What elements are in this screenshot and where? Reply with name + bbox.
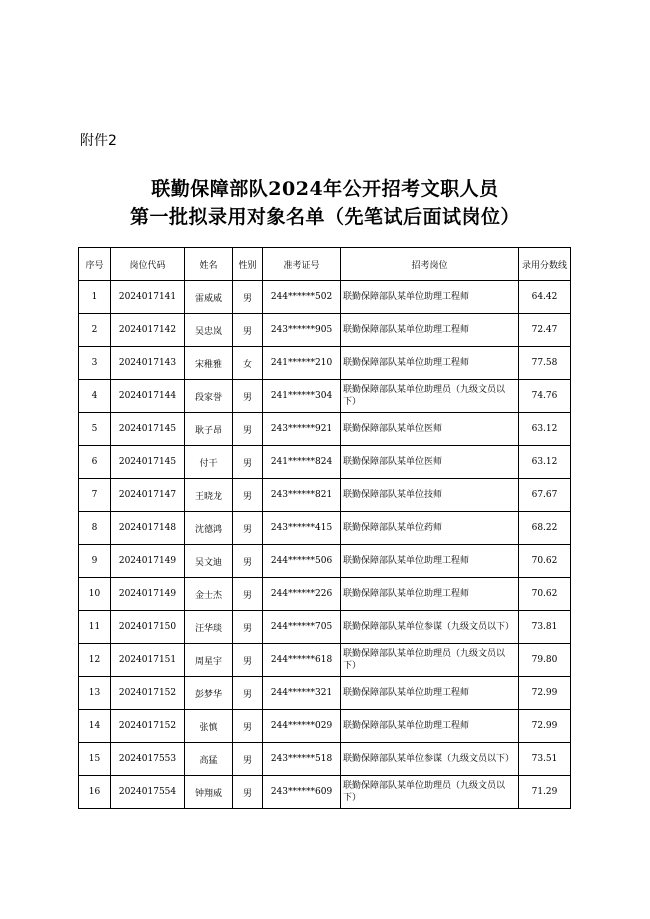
- cell-name: 王晓龙: [185, 479, 233, 512]
- cell-score-line: 67.67: [519, 479, 571, 512]
- cell-post-code: 2024017145: [111, 413, 185, 446]
- cell-exam-number: 241******210: [263, 347, 341, 380]
- cell-gender: 男: [233, 314, 263, 347]
- cell-name: 雷威威: [185, 281, 233, 314]
- table-body: [79, 281, 571, 809]
- table-row: [79, 611, 571, 644]
- table-row: [79, 479, 571, 512]
- cell-index: 5: [79, 413, 111, 446]
- cell-post: 联勤保障部队某单位医师: [341, 413, 519, 446]
- cell-post-code: 2024017148: [111, 512, 185, 545]
- cell-index: 16: [79, 776, 111, 809]
- cell-name: 高猛: [185, 743, 233, 776]
- cell-post: 联勤保障部队某单位助理员（九级文员以下）: [341, 776, 519, 809]
- table-row: [79, 710, 571, 743]
- cell-index: 3: [79, 347, 111, 380]
- cell-name: 宋稚雅: [185, 347, 233, 380]
- cell-index: 10: [79, 578, 111, 611]
- cell-index: 6: [79, 446, 111, 479]
- cell-exam-number: 244******226: [263, 578, 341, 611]
- cell-exam-number: 244******029: [263, 710, 341, 743]
- cell-post-code: 2024017152: [111, 677, 185, 710]
- cell-score-line: 71.29: [519, 776, 571, 809]
- cell-gender: 男: [233, 710, 263, 743]
- table-row: [79, 743, 571, 776]
- header-post-code: 岗位代码: [111, 248, 185, 281]
- cell-exam-number: 243******609: [263, 776, 341, 809]
- cell-score-line: 72.47: [519, 314, 571, 347]
- cell-exam-number: 241******824: [263, 446, 341, 479]
- header-index: 序号: [79, 248, 111, 281]
- cell-name: 耿子昂: [185, 413, 233, 446]
- cell-score-line: 63.12: [519, 446, 571, 479]
- cell-gender: 男: [233, 743, 263, 776]
- cell-post: 联勤保障部队某单位助理工程师: [341, 677, 519, 710]
- cell-exam-number: 244******705: [263, 611, 341, 644]
- cell-score-line: 70.62: [519, 545, 571, 578]
- cell-exam-number: 244******618: [263, 644, 341, 677]
- cell-score-line: 72.99: [519, 677, 571, 710]
- cell-score-line: 64.42: [519, 281, 571, 314]
- cell-score-line: 70.62: [519, 578, 571, 611]
- cell-gender: 女: [233, 347, 263, 380]
- cell-index: 8: [79, 512, 111, 545]
- table-row: [79, 314, 571, 347]
- cell-name: 吴忠岚: [185, 314, 233, 347]
- cell-gender: 男: [233, 677, 263, 710]
- cell-exam-number: 244******321: [263, 677, 341, 710]
- cell-name: 周星宇: [185, 644, 233, 677]
- cell-post-code: 2024017145: [111, 446, 185, 479]
- cell-post: 联勤保障部队某单位参谋（九级文员以下）: [341, 611, 519, 644]
- cell-post: 联勤保障部队某单位药师: [341, 512, 519, 545]
- cell-post-code: 2024017142: [111, 314, 185, 347]
- cell-post: 联勤保障部队某单位助理员（九级文员以下）: [341, 380, 519, 413]
- cell-post-code: 2024017554: [111, 776, 185, 809]
- cell-name: 段家誉: [185, 380, 233, 413]
- cell-post: 联勤保障部队某单位助理工程师: [341, 545, 519, 578]
- cell-name: 彭梦华: [185, 677, 233, 710]
- cell-gender: 男: [233, 545, 263, 578]
- cell-gender: 男: [233, 281, 263, 314]
- cell-name: 吴文迪: [185, 545, 233, 578]
- cell-index: 14: [79, 710, 111, 743]
- cell-name: 钟翔威: [185, 776, 233, 809]
- table-row: [79, 512, 571, 545]
- cell-score-line: 77.58: [519, 347, 571, 380]
- cell-exam-number: 244******502: [263, 281, 341, 314]
- cell-gender: 男: [233, 512, 263, 545]
- table-row: [79, 578, 571, 611]
- cell-post-code: 2024017150: [111, 611, 185, 644]
- cell-score-line: 73.51: [519, 743, 571, 776]
- cell-score-line: 72.99: [519, 710, 571, 743]
- cell-post: 联勤保障部队某单位参谋（九级文员以下）: [341, 743, 519, 776]
- attachment-label: 附件2: [80, 133, 117, 149]
- table-row: [79, 776, 571, 809]
- cell-score-line: 73.81: [519, 611, 571, 644]
- cell-post: 联勤保障部队某单位助理工程师: [341, 314, 519, 347]
- cell-exam-number: 243******905: [263, 314, 341, 347]
- cell-name: 汪华琰: [185, 611, 233, 644]
- cell-score-line: 74.76: [519, 380, 571, 413]
- cell-post-code: 2024017141: [111, 281, 185, 314]
- cell-post-code: 2024017149: [111, 578, 185, 611]
- cell-index: 1: [79, 281, 111, 314]
- cell-score-line: 63.12: [519, 413, 571, 446]
- cell-post-code: 2024017149: [111, 545, 185, 578]
- cell-exam-number: 243******921: [263, 413, 341, 446]
- header-post: 招考岗位: [341, 248, 519, 281]
- cell-exam-number: 241******304: [263, 380, 341, 413]
- cell-post-code: 2024017553: [111, 743, 185, 776]
- cell-post-code: 2024017147: [111, 479, 185, 512]
- header-name: 姓名: [185, 248, 233, 281]
- cell-post-code: 2024017151: [111, 644, 185, 677]
- cell-index: 2: [79, 314, 111, 347]
- cell-name: 金士杰: [185, 578, 233, 611]
- cell-gender: 男: [233, 479, 263, 512]
- cell-post-code: 2024017143: [111, 347, 185, 380]
- cell-index: 13: [79, 677, 111, 710]
- cell-exam-number: 243******821: [263, 479, 341, 512]
- cell-exam-number: 243******415: [263, 512, 341, 545]
- cell-index: 15: [79, 743, 111, 776]
- cell-name: 付干: [185, 446, 233, 479]
- cell-exam-number: 244******506: [263, 545, 341, 578]
- document-title-line-2: 第一批拟录用对象名单（先笔试后面试岗位）: [129, 206, 520, 228]
- table-row: [79, 545, 571, 578]
- cell-score-line: 79.80: [519, 644, 571, 677]
- table-row: [79, 446, 571, 479]
- cell-score-line: 68.22: [519, 512, 571, 545]
- cell-index: 4: [79, 380, 111, 413]
- header-score-line: 录用分数线: [519, 248, 571, 281]
- cell-name: 沈德鸿: [185, 512, 233, 545]
- table-row: [79, 380, 571, 413]
- cell-post: 联勤保障部队某单位助理工程师: [341, 347, 519, 380]
- cell-gender: 男: [233, 644, 263, 677]
- cell-name: 张慎: [185, 710, 233, 743]
- header-exam-number: 准考证号: [263, 248, 341, 281]
- cell-post: 联勤保障部队某单位技师: [341, 479, 519, 512]
- cell-index: 12: [79, 644, 111, 677]
- cell-post: 联勤保障部队某单位助理工程师: [341, 578, 519, 611]
- document-title-line-1: 联勤保障部队2024年公开招考文职人员: [151, 178, 499, 200]
- table-row: [79, 677, 571, 710]
- cell-exam-number: 243******518: [263, 743, 341, 776]
- cell-post: 联勤保障部队某单位助理工程师: [341, 710, 519, 743]
- cell-post-code: 2024017152: [111, 710, 185, 743]
- cell-gender: 男: [233, 776, 263, 809]
- table-row: [79, 644, 571, 677]
- table-row: [79, 413, 571, 446]
- cell-index: 11: [79, 611, 111, 644]
- cell-post: 联勤保障部队某单位助理员（九级文员以下）: [341, 644, 519, 677]
- table-row: [79, 347, 571, 380]
- cell-post: 联勤保障部队某单位医师: [341, 446, 519, 479]
- table-header-row: [79, 248, 571, 281]
- cell-index: 9: [79, 545, 111, 578]
- cell-gender: 男: [233, 413, 263, 446]
- cell-index: 7: [79, 479, 111, 512]
- cell-gender: 男: [233, 380, 263, 413]
- cell-gender: 男: [233, 446, 263, 479]
- cell-post-code: 2024017144: [111, 380, 185, 413]
- table-row: [79, 281, 571, 314]
- cell-post: 联勤保障部队某单位助理工程师: [341, 281, 519, 314]
- cell-gender: 男: [233, 578, 263, 611]
- header-gender: 性别: [233, 248, 263, 281]
- cell-gender: 男: [233, 611, 263, 644]
- admission-table: [78, 247, 571, 809]
